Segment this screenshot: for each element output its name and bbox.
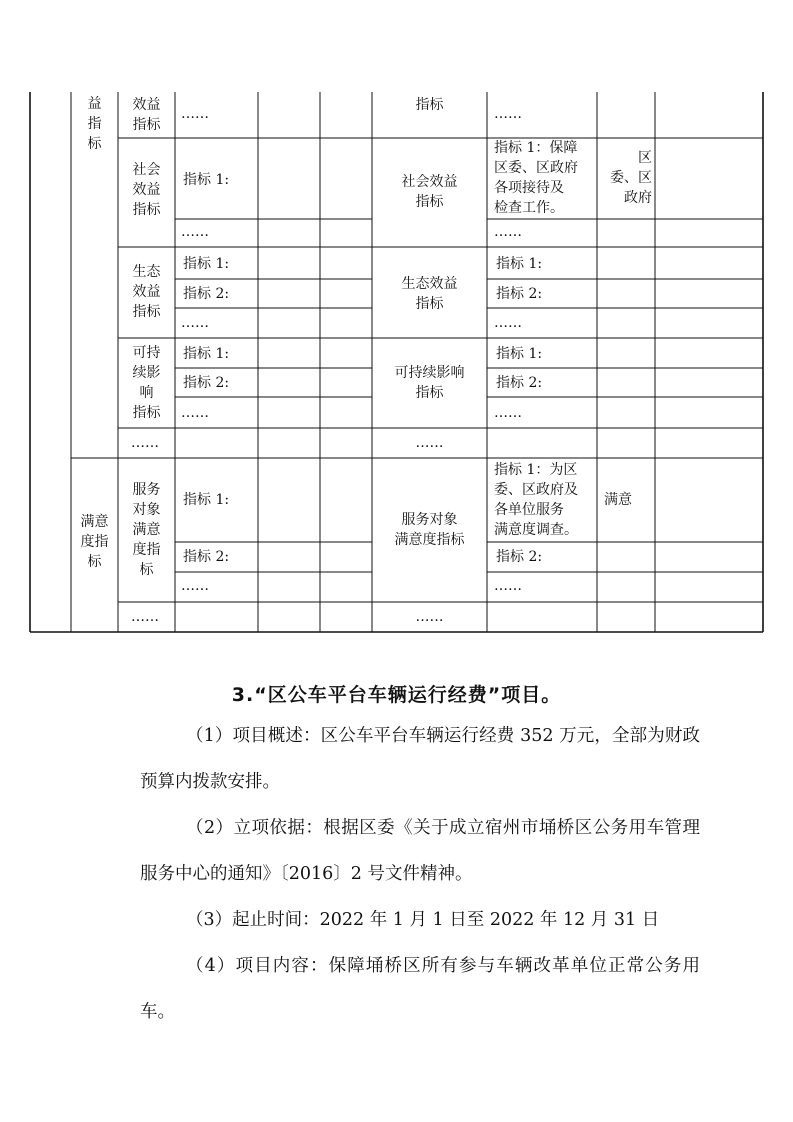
sustainable-indicator-1: 指标 1:: [183, 346, 230, 362]
category-satisfaction-label: 满意 度指 标: [80, 514, 109, 570]
service-value-2: 指标 2:: [496, 549, 543, 565]
sustainable-value-2: 指标 2:: [496, 375, 543, 391]
more-subcategories: ……: [131, 435, 159, 451]
eco-value-2: 指标 2:: [496, 286, 543, 302]
service-indicator-1: 指标 1:: [183, 492, 230, 508]
eco-benefit-label: 生态 效益 指标: [132, 264, 161, 320]
paragraph-period-text: （3）起止时间：2022 年 1 月 1 日至 2022 年 12 月 31 日: [186, 910, 660, 930]
paragraph-overview-text: （1）项目概述：区公车平台车辆运行经费 352 万元，全部为财政预算内拨款安排。: [140, 726, 700, 792]
social-benefit-label: 社会 效益 指标: [132, 162, 161, 218]
indicator-placeholder: ……: [181, 106, 209, 122]
service-satisfaction-label: 服务 对象 满意 度指 标: [132, 482, 161, 578]
sustainable-value-1: 指标 1:: [496, 346, 543, 362]
sustainable-value-3: ……: [494, 405, 522, 421]
social-dots-indicator: ……: [181, 224, 209, 240]
eco-indicator-1: 指标 1:: [183, 256, 230, 272]
final-more-subcategories: ……: [131, 609, 159, 625]
social-benefit-name: 社会效益 指标: [401, 174, 458, 210]
social-dots-value: ……: [494, 224, 522, 240]
sustainable-indicator-2: 指标 2:: [183, 375, 230, 391]
social-indicator-1: 指标 1:: [183, 172, 230, 188]
paragraph-content: [140, 943, 700, 1035]
paragraph-overview: [140, 713, 700, 805]
social-indicator-value: 指标 1：保障 区委、区政府 各项接待及 检查工作。: [494, 140, 578, 216]
eco-indicator-3: ……: [181, 315, 209, 331]
service-indicator-value: 指标 1：为区 委、区政府及 各单位服务 满意度调查。: [494, 462, 578, 538]
paragraph-basis-text: （2）立项依据：根据区委《关于成立宿州市埇桥区公务用车管理服务中心的通知》〔2016〕2 号文件精神。: [140, 818, 700, 884]
eco-indicator-2: 指标 2:: [183, 286, 230, 302]
paragraph-content-text: （4）项目内容：保障埇桥区所有参与车辆改革单位正常公务用车。: [140, 956, 700, 1022]
sustainable-indicator-3: ……: [181, 405, 209, 421]
paragraph-period: [140, 897, 700, 943]
service-satisfaction-name: 服务对象 满意度指标: [394, 512, 465, 548]
eco-value-3: ……: [494, 315, 522, 331]
social-indicator-standard: 区 委、区 政府: [610, 150, 652, 206]
eco-benefit-name: 生态效益 指标: [401, 276, 458, 312]
service-indicator-3: ……: [181, 578, 209, 594]
more-indicator-names: ……: [415, 435, 444, 451]
section-heading: 3.“区公车平台车辆运行经费”项目。: [231, 684, 562, 706]
final-more-indicator-names: ……: [415, 609, 444, 625]
service-indicator-2: 指标 2:: [183, 549, 230, 565]
sustainable-label: 可持 续影 响 指标: [132, 345, 161, 421]
sustainable-name: 可持续影响 指标: [394, 365, 465, 401]
subcategory-label: 效益 指标: [132, 97, 161, 133]
category-partial-label: 益 指 标: [87, 96, 102, 152]
service-indicator-standard: 满意: [604, 492, 632, 508]
indicator-value: ……: [494, 106, 522, 122]
paragraph-basis: [140, 805, 700, 897]
indicator-name: 指标: [415, 97, 444, 113]
eco-value-1: 指标 1:: [496, 256, 543, 272]
service-value-3: ……: [494, 578, 522, 594]
